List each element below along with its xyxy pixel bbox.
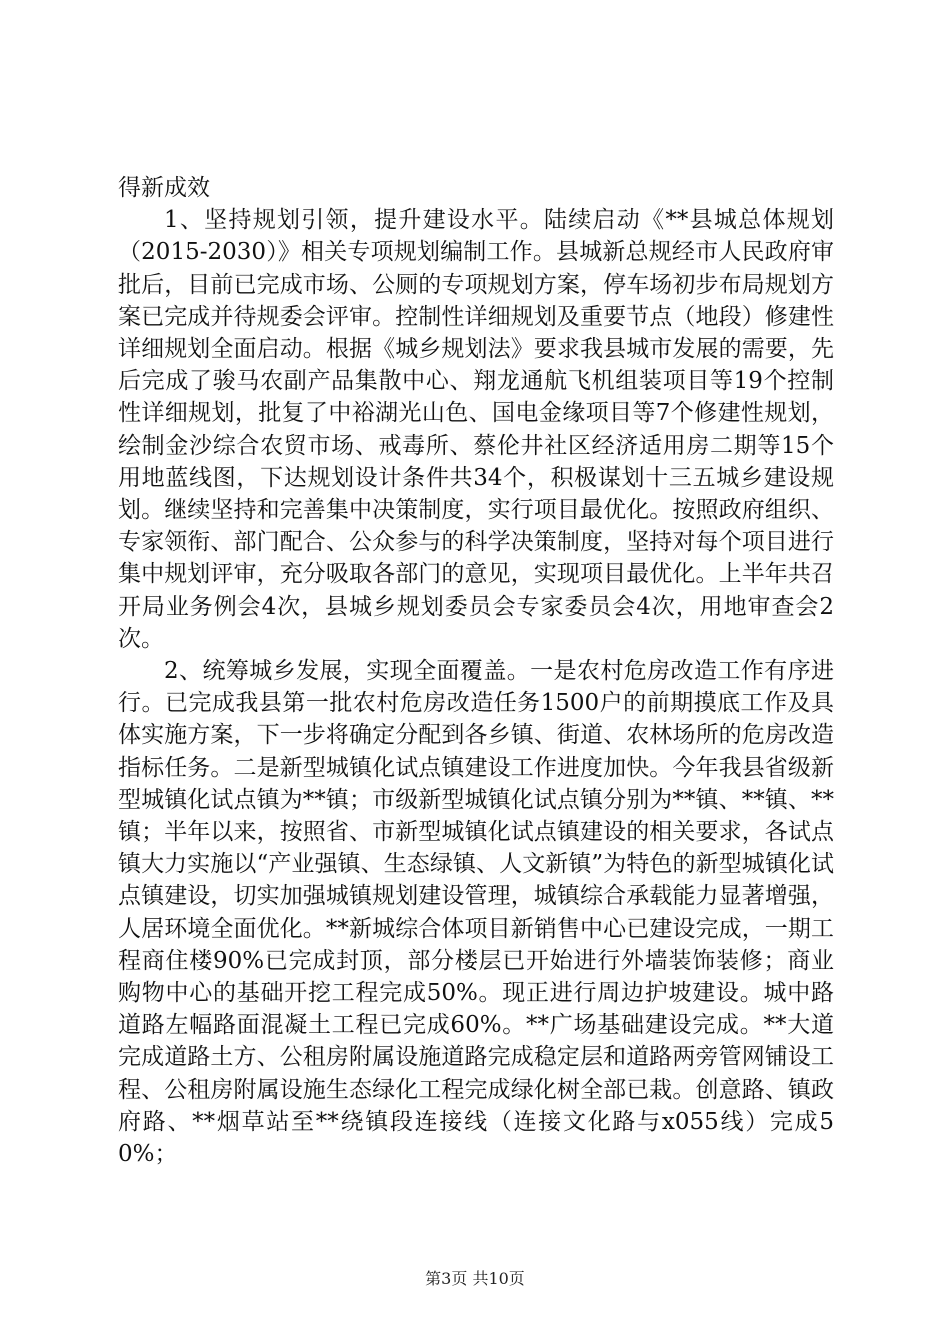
paragraph-planning: 1、坚持规划引领，提升建设水平。陆续启动《**县城总体规划（2015-2030）》相关专项规划编制工作。县城新总规经市人民政府审批后，目前已完成市场、公厕的专项规划方案，停车场初步布局规划方案已完成并待规委会评审。控制性详细规划及重要节点（地段）修建性详细规划全面启动。根据《城乡规划法》要求我县城市发展的需要，先后完成了骏马农副产品集散中心、翔龙通航飞机组装项目等19个控制性详细规划，批复了中裕湖光山色、国电金缘项目等7个修建性规划，绘制金沙综合农贸市场、戒毒所、蔡伦井社区经济适用房二期等15个用地蓝线图，下达规划设计条件共34个，积极谋划十三五城乡建设规划。继续坚持和完善集中决策制度，实行项目最优化。按照政府组织、专家领衔、部门配合、公众参与的科学决策制度，坚持对每个项目进行集中规划评审，充分吸取各部门的意见，实现项目最优化。上半年共召开局业务例会4次，县城乡规划委员会专家委员会4次，用地审查会2次。 (118, 207, 834, 652)
paragraph-urban-rural: 2、统筹城乡发展，实现全面覆盖。一是农村危房改造工作有序进行。已完成我县第一批农村危房改造任务1500户的前期摸底工作及具体实施方案，下一步将确定分配到各乡镇、街道、农林场所的危房改造指标任务。二是新型城镇化试点镇建设工作进度加快。今年我县省级新型城镇化试点镇为**镇；市级新型城镇化试点镇分别为**镇、**镇、**镇；半年以来，按照省、市新型城镇化试点镇建设的相关要求，各试点镇大力实施以“产业强镇、生态绿镇、人文新镇”为特色的新型城镇化试点镇建设，切实加强城镇规划建设管理，城镇综合承载能力显著增强，人居环境全面优化。**新城综合体项目新销售中心已建设完成，一期工程商住楼90%已完成封顶，部分楼层已开始进行外墙装饰装修；商业购物中心的基础开挖工程完成50%。现正进行周边护坡建设。城中路道路左幅路面混凝土工程已完成60%。**广场基础建设完成。**大道完成道路土方、公租房附属设施道路完成稳定层和道路两旁管网铺设工程、公租房附属设施生态绿化工程完成绿化树全部已栽。创意路、镇政府路、**烟草站至**绕镇段连接线（连接文化路与x055线）完成50%； (118, 658, 834, 1168)
heading-fragment: 得新成效 (118, 175, 210, 201)
page-footer: 第3页 共10页 (425, 1269, 525, 1288)
document-body (118, 172, 834, 1170)
